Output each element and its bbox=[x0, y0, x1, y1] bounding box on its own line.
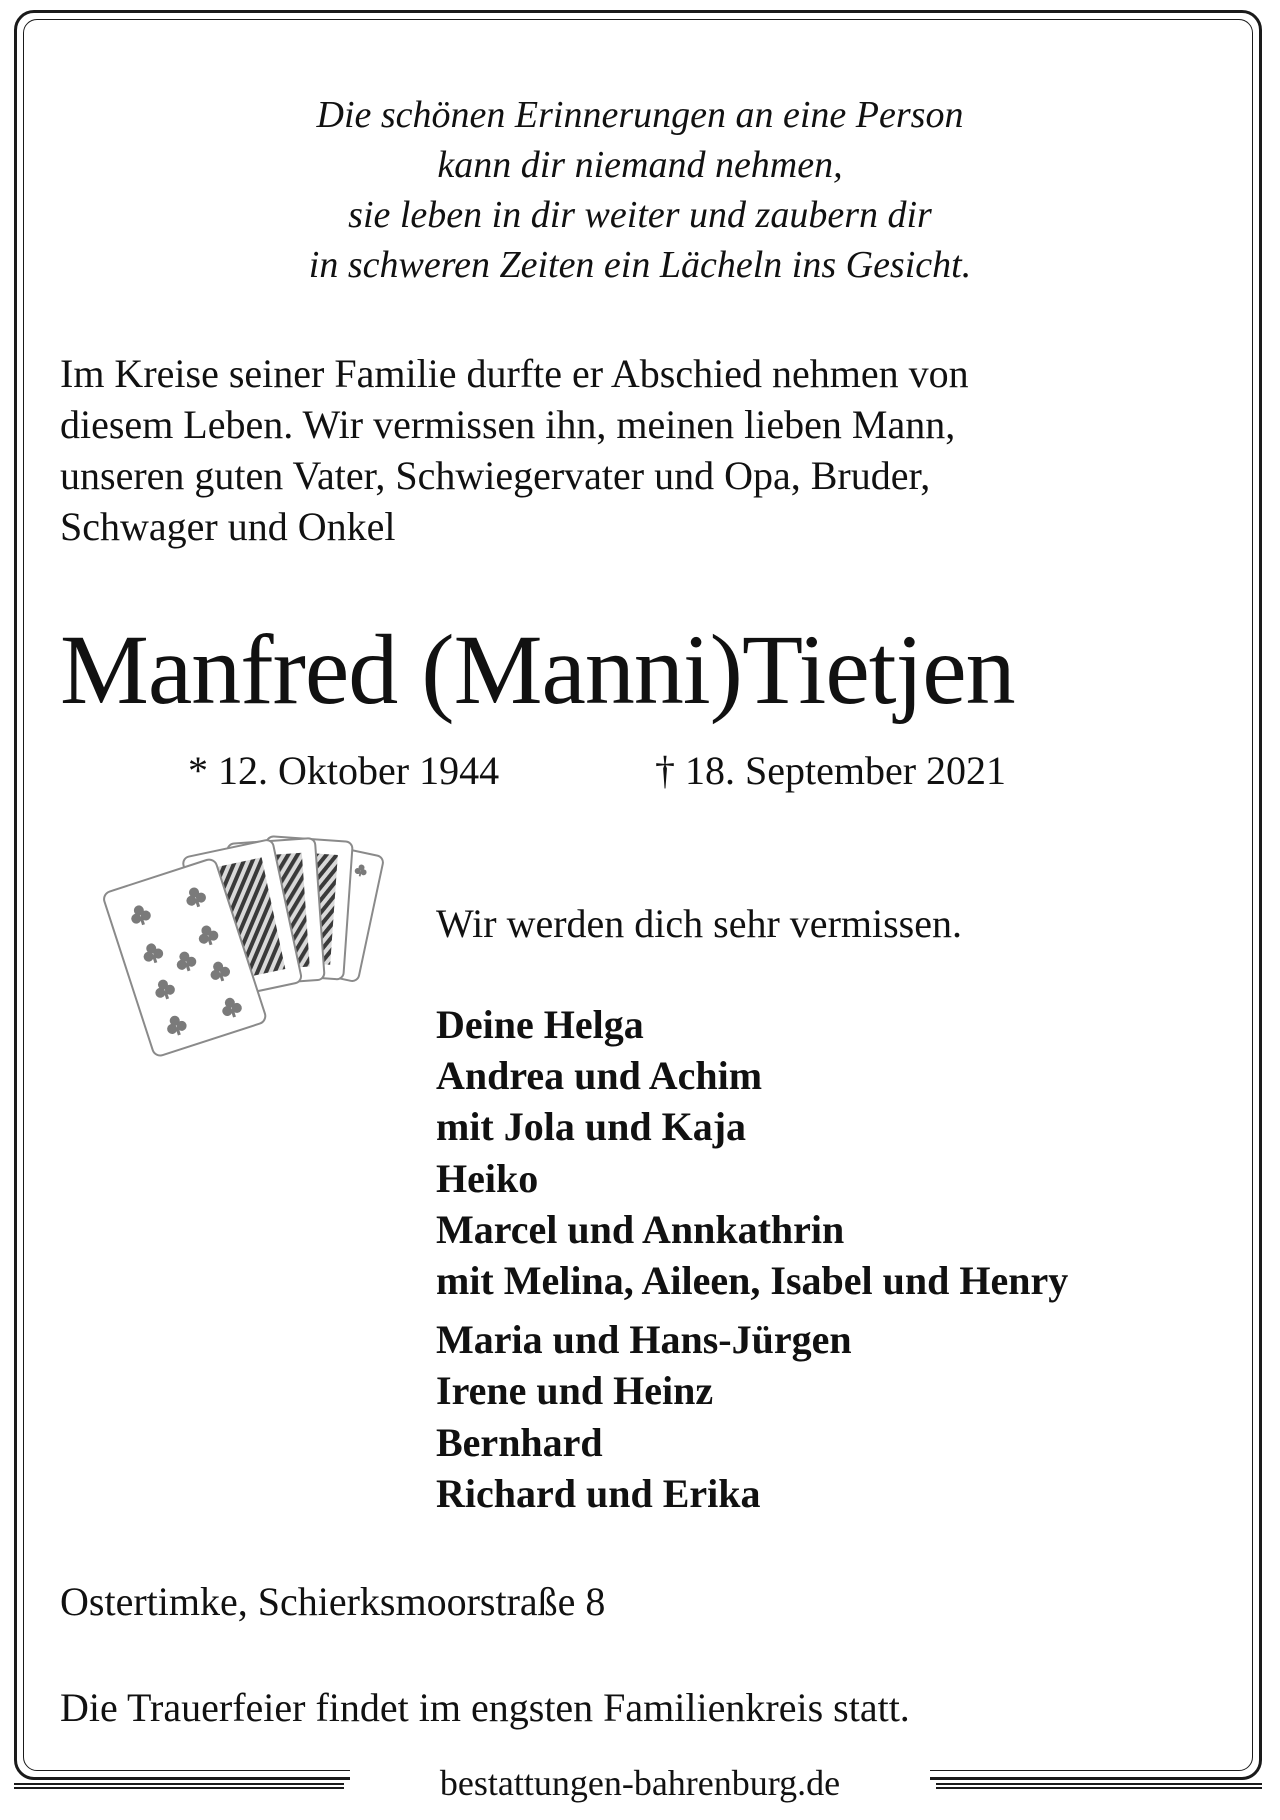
address: Ostertimke, Schierksmoorstraße 8 bbox=[60, 1579, 606, 1624]
motto-line: Die schönen Erinnerungen an eine Person bbox=[316, 94, 964, 136]
playing-cards-icon bbox=[72, 828, 402, 1078]
footer-rule-left bbox=[14, 1783, 344, 1789]
intro-line: Im Kreise seiner Familie durfte er Abschied nehmen von bbox=[60, 351, 969, 396]
intro-line: unseren guten Vater, Schwiegervater und Opa, Bruder, bbox=[60, 453, 931, 498]
family-member: mit Melina, Aileen, Isabel und Henry bbox=[436, 1258, 1069, 1304]
footer bbox=[0, 1758, 1280, 1808]
motto-line: sie leben in dir weiter und zaubern dir bbox=[348, 194, 932, 236]
family-member: Marcel und Annkathrin bbox=[436, 1206, 845, 1252]
family-member: Deine Helga bbox=[436, 1002, 644, 1047]
family-signatures bbox=[436, 999, 1068, 1519]
family-member: Irene und Heinz bbox=[436, 1368, 714, 1414]
motto-quote bbox=[60, 90, 1220, 290]
intro-line: Schwager und Onkel bbox=[60, 504, 396, 549]
funeral-home-website: bestattungen-bahrenburg.de bbox=[350, 1758, 930, 1808]
family-member: Maria und Hans-Jürgen bbox=[436, 1317, 852, 1363]
family-member: mit Jola und Kaja bbox=[436, 1104, 747, 1150]
death-date: † 18. September 2021 bbox=[655, 748, 1007, 793]
motto-line: kann dir niemand nehmen, bbox=[437, 144, 843, 186]
miss-message: Wir werden dich sehr vermissen. bbox=[436, 901, 962, 946]
intro-line: diesem Leben. Wir vermissen ihn, meinen lieben Mann, bbox=[60, 402, 956, 447]
funeral-service-note: Die Trauerfeier findet im engsten Familienkreis statt. bbox=[60, 1685, 910, 1730]
family-member: Andrea und Achim bbox=[436, 1053, 763, 1099]
intro-paragraph bbox=[60, 348, 1220, 552]
footer-rule-right bbox=[936, 1783, 1262, 1789]
family-member: Richard und Erika bbox=[436, 1470, 761, 1516]
birth-date: * 12. Oktober 1944 bbox=[188, 748, 500, 793]
motto-line: in schweren Zeiten ein Lächeln ins Gesicht. bbox=[308, 244, 972, 286]
family-member: Heiko bbox=[436, 1155, 539, 1201]
deceased-name: Manfred (Manni)Tietjen bbox=[60, 614, 1015, 725]
family-member: Bernhard bbox=[436, 1419, 603, 1465]
